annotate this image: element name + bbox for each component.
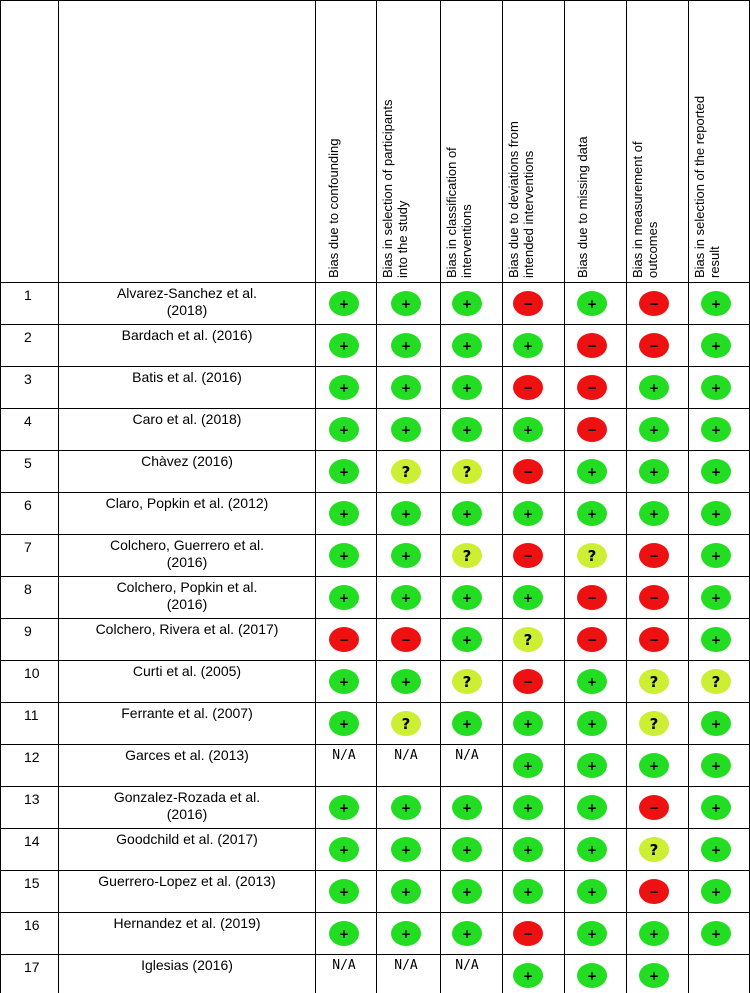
study-name-line: Garces et al. (2013) <box>125 747 249 763</box>
unclear-risk-icon: ? <box>577 543 607 568</box>
low-risk-icon: + <box>391 501 421 526</box>
high-risk-icon: − <box>329 627 359 652</box>
column-divider <box>376 0 377 993</box>
column-header-line: intended interventions <box>521 150 536 278</box>
study-name <box>59 369 315 386</box>
low-risk-icon: + <box>513 501 543 526</box>
column-header-line: Bias in selection of participants <box>380 99 395 278</box>
row-divider <box>0 282 750 283</box>
unclear-risk-icon: ? <box>639 711 669 736</box>
study-name-line: Goodchild et al. (2017) <box>116 831 258 847</box>
row-number: 9 <box>24 623 32 639</box>
low-risk-icon: + <box>452 585 482 610</box>
low-risk-icon: + <box>391 837 421 862</box>
column-header-line: Bias due to confounding <box>326 138 341 278</box>
study-name <box>59 495 315 512</box>
high-risk-icon: − <box>639 543 669 568</box>
low-risk-icon: + <box>577 669 607 694</box>
column-header-5 <box>575 136 590 278</box>
row-divider <box>0 450 750 451</box>
column-header-line: interventions <box>459 204 474 278</box>
low-risk-icon: + <box>329 291 359 316</box>
low-risk-icon: + <box>391 879 421 904</box>
unclear-risk-icon: ? <box>639 837 669 862</box>
study-name <box>59 831 315 848</box>
row-divider <box>0 912 750 913</box>
study-name <box>59 327 315 344</box>
not-applicable-label: N/A <box>332 748 356 763</box>
low-risk-icon: + <box>329 585 359 610</box>
row-number: 16 <box>24 917 40 933</box>
low-risk-icon: + <box>391 585 421 610</box>
low-risk-icon: + <box>577 837 607 862</box>
low-risk-icon: + <box>639 501 669 526</box>
study-name-line: Batis et al. (2016) <box>132 369 242 385</box>
low-risk-icon: + <box>513 795 543 820</box>
unclear-risk-icon: ? <box>391 459 421 484</box>
row-divider <box>0 408 750 409</box>
row-divider <box>0 618 750 619</box>
row-divider <box>0 660 750 661</box>
low-risk-icon: + <box>329 711 359 736</box>
high-risk-icon: − <box>577 375 607 400</box>
low-risk-icon: + <box>452 417 482 442</box>
high-risk-icon: − <box>577 627 607 652</box>
low-risk-icon: + <box>577 753 607 778</box>
low-risk-icon: + <box>513 963 543 988</box>
low-risk-icon: + <box>577 459 607 484</box>
study-name-line: (2016) <box>166 554 208 570</box>
low-risk-icon: + <box>452 627 482 652</box>
low-risk-icon: + <box>329 375 359 400</box>
high-risk-icon: − <box>513 375 543 400</box>
low-risk-icon: + <box>639 375 669 400</box>
low-risk-icon: + <box>452 375 482 400</box>
low-risk-icon: + <box>513 879 543 904</box>
row-divider <box>0 954 750 955</box>
not-applicable-label: N/A <box>332 958 356 973</box>
unclear-risk-icon: ? <box>391 711 421 736</box>
low-risk-icon: + <box>513 417 543 442</box>
low-risk-icon: + <box>329 879 359 904</box>
unclear-risk-icon: ? <box>452 669 482 694</box>
low-risk-icon: + <box>639 459 669 484</box>
study-name-line: Colchero, Guerrero et al. <box>109 537 265 553</box>
study-name-line: Colchero, Popkin et al. <box>116 579 258 595</box>
low-risk-icon: + <box>329 837 359 862</box>
column-divider <box>440 0 441 993</box>
low-risk-icon: + <box>639 963 669 988</box>
row-divider <box>0 744 750 745</box>
column-header-2 <box>380 100 410 278</box>
low-risk-icon: + <box>391 921 421 946</box>
column-header-line: Bias due to deviations from <box>506 121 521 278</box>
row-number: 4 <box>24 413 32 429</box>
low-risk-icon: + <box>391 795 421 820</box>
column-divider <box>502 0 503 993</box>
row-divider <box>0 702 750 703</box>
not-applicable-label: N/A <box>394 748 418 763</box>
row-number: 15 <box>24 875 40 891</box>
high-risk-icon: − <box>577 585 607 610</box>
column-divider <box>564 0 565 993</box>
high-risk-icon: − <box>513 543 543 568</box>
column-header-line: result <box>707 246 722 278</box>
row-number: 1 <box>24 287 32 303</box>
row-divider <box>0 870 750 871</box>
low-risk-icon: + <box>639 921 669 946</box>
study-name-line: Gonzalez-Rozada et al. <box>113 789 261 805</box>
high-risk-icon: − <box>577 417 607 442</box>
low-risk-icon: + <box>513 585 543 610</box>
study-name-line: (2018) <box>166 302 208 318</box>
low-risk-icon: + <box>452 291 482 316</box>
row-number: 17 <box>24 959 40 975</box>
column-header-7 <box>692 96 722 278</box>
low-risk-icon: + <box>701 921 731 946</box>
low-risk-icon: + <box>701 753 731 778</box>
column-header-6 <box>630 141 660 278</box>
row-number: 7 <box>24 539 32 555</box>
row-number: 2 <box>24 329 32 345</box>
row-divider <box>0 576 750 577</box>
row-number: 5 <box>24 455 32 471</box>
low-risk-icon: + <box>329 543 359 568</box>
study-name-line: Alvarez-Sanchez et al. <box>116 285 258 301</box>
low-risk-icon: + <box>452 501 482 526</box>
study-name <box>59 705 315 722</box>
study-name <box>59 537 315 571</box>
high-risk-icon: − <box>639 291 669 316</box>
low-risk-icon: + <box>577 879 607 904</box>
study-name <box>59 579 315 613</box>
low-risk-icon: + <box>391 291 421 316</box>
study-name <box>59 957 315 974</box>
study-name <box>59 789 315 823</box>
high-risk-icon: − <box>639 333 669 358</box>
column-divider <box>626 0 627 993</box>
study-name <box>59 915 315 932</box>
unclear-risk-icon: ? <box>701 669 731 694</box>
high-risk-icon: − <box>391 627 421 652</box>
low-risk-icon: + <box>701 417 731 442</box>
study-name-line: Ferrante et al. (2007) <box>121 705 253 721</box>
low-risk-icon: + <box>701 585 731 610</box>
column-divider <box>0 0 1 993</box>
study-name-line: Chàvez (2016) <box>141 453 233 469</box>
column-header-line: Bias in measurement of <box>630 141 645 278</box>
low-risk-icon: + <box>701 375 731 400</box>
low-risk-icon: + <box>639 753 669 778</box>
low-risk-icon: + <box>452 333 482 358</box>
low-risk-icon: + <box>577 501 607 526</box>
low-risk-icon: + <box>452 879 482 904</box>
column-header-line: Bias in selection of the reported <box>692 95 707 278</box>
low-risk-icon: + <box>513 837 543 862</box>
row-number: 14 <box>24 833 40 849</box>
high-risk-icon: − <box>513 459 543 484</box>
column-header-3 <box>444 147 474 278</box>
high-risk-icon: − <box>513 921 543 946</box>
row-divider <box>0 366 750 367</box>
high-risk-icon: − <box>639 795 669 820</box>
low-risk-icon: + <box>639 417 669 442</box>
row-number: 13 <box>24 791 40 807</box>
study-name <box>59 621 315 638</box>
study-name <box>59 453 315 470</box>
unclear-risk-icon: ? <box>452 459 482 484</box>
low-risk-icon: + <box>701 501 731 526</box>
column-header-line: Bias due to missing data <box>575 136 590 278</box>
high-risk-icon: − <box>639 585 669 610</box>
column-divider <box>688 0 689 993</box>
low-risk-icon: + <box>391 375 421 400</box>
low-risk-icon: + <box>391 669 421 694</box>
column-divider <box>315 0 316 993</box>
low-risk-icon: + <box>701 627 731 652</box>
study-name-line: (2016) <box>166 596 208 612</box>
study-name <box>59 663 315 680</box>
high-risk-icon: − <box>513 669 543 694</box>
low-risk-icon: + <box>577 963 607 988</box>
low-risk-icon: + <box>701 711 731 736</box>
row-divider <box>0 492 750 493</box>
study-name <box>59 411 315 428</box>
low-risk-icon: + <box>391 543 421 568</box>
study-name-line: Bardach et al. (2016) <box>121 327 253 343</box>
row-number: 12 <box>24 749 40 765</box>
low-risk-icon: + <box>701 333 731 358</box>
row-number: 6 <box>24 497 32 513</box>
low-risk-icon: + <box>577 795 607 820</box>
low-risk-icon: + <box>577 921 607 946</box>
not-applicable-label: N/A <box>455 958 479 973</box>
low-risk-icon: + <box>701 291 731 316</box>
low-risk-icon: + <box>701 795 731 820</box>
unclear-risk-icon: ? <box>639 669 669 694</box>
row-divider <box>0 828 750 829</box>
low-risk-icon: + <box>701 459 731 484</box>
column-header-line: into the study <box>395 200 410 278</box>
row-divider <box>0 0 750 1</box>
low-risk-icon: + <box>329 333 359 358</box>
high-risk-icon: − <box>577 333 607 358</box>
low-risk-icon: + <box>329 921 359 946</box>
low-risk-icon: + <box>513 711 543 736</box>
high-risk-icon: − <box>639 627 669 652</box>
study-name-line: Guerrero-Lopez et al. (2013) <box>98 873 276 889</box>
column-header-4 <box>506 121 536 278</box>
study-name-line: Hernandez et al. (2019) <box>113 915 261 931</box>
low-risk-icon: + <box>329 795 359 820</box>
study-name-line: Iglesias (2016) <box>141 957 233 973</box>
low-risk-icon: + <box>391 417 421 442</box>
low-risk-icon: + <box>329 459 359 484</box>
high-risk-icon: − <box>639 879 669 904</box>
unclear-risk-icon: ? <box>513 627 543 652</box>
low-risk-icon: + <box>701 879 731 904</box>
low-risk-icon: + <box>452 711 482 736</box>
low-risk-icon: + <box>577 711 607 736</box>
low-risk-icon: + <box>701 837 731 862</box>
low-risk-icon: + <box>329 417 359 442</box>
study-name-line: Claro, Popkin et al. (2012) <box>105 495 269 511</box>
not-applicable-label: N/A <box>394 958 418 973</box>
low-risk-icon: + <box>329 501 359 526</box>
study-name <box>59 873 315 890</box>
row-number: 11 <box>24 707 39 723</box>
not-applicable-label: N/A <box>455 748 479 763</box>
study-name-line: Caro et al. (2018) <box>132 411 242 427</box>
study-name-line: (2016) <box>166 806 208 822</box>
low-risk-icon: + <box>452 921 482 946</box>
row-number: 8 <box>24 581 32 597</box>
study-name-line: Curti et al. (2005) <box>132 663 242 679</box>
study-name <box>59 285 315 319</box>
unclear-risk-icon: ? <box>452 543 482 568</box>
low-risk-icon: + <box>513 333 543 358</box>
row-divider <box>0 786 750 787</box>
low-risk-icon: + <box>701 543 731 568</box>
low-risk-icon: + <box>577 291 607 316</box>
row-number: 3 <box>24 371 32 387</box>
low-risk-icon: + <box>391 333 421 358</box>
row-divider <box>0 324 750 325</box>
low-risk-icon: + <box>452 837 482 862</box>
row-divider <box>0 534 750 535</box>
column-header-line: outcomes <box>645 221 660 278</box>
low-risk-icon: + <box>513 753 543 778</box>
column-header-1 <box>326 139 341 279</box>
study-name <box>59 747 315 764</box>
low-risk-icon: + <box>452 795 482 820</box>
study-name-line: Colchero, Rivera et al. (2017) <box>95 621 279 637</box>
high-risk-icon: − <box>513 291 543 316</box>
row-number: 10 <box>24 665 40 681</box>
low-risk-icon: + <box>329 669 359 694</box>
column-header-line: Bias in classification of <box>444 147 459 278</box>
